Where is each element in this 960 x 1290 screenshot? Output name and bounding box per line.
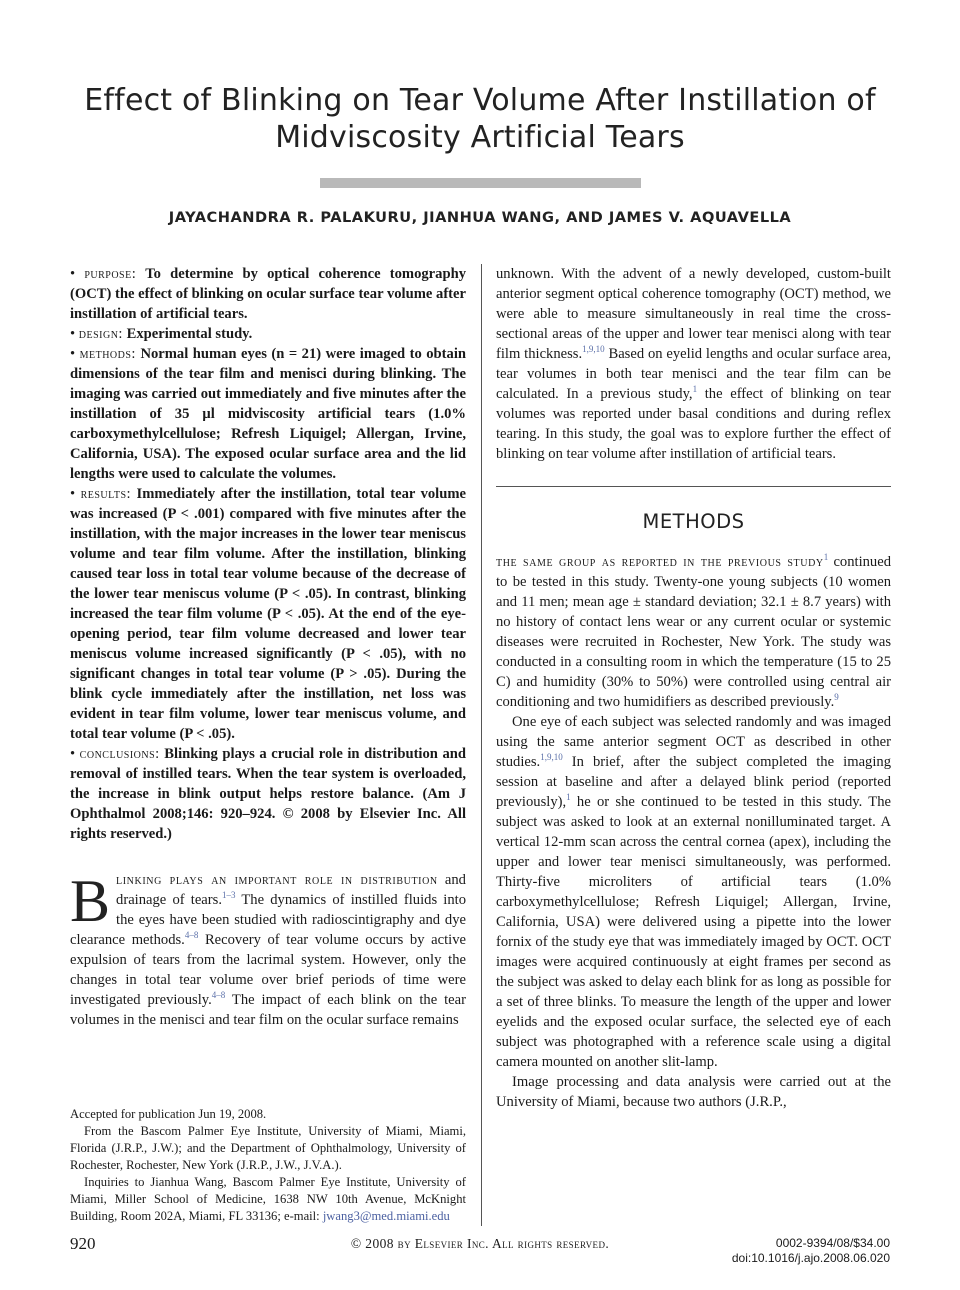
article-notes: [70, 1106, 466, 1225]
intro-paragraph: [70, 870, 466, 1030]
page-number: 920: [70, 1234, 96, 1253]
methods-text: he or she continued to be tested in this study. The subject was asked to look at an external nonilluminated target. A vertical 12-mm scan across the central cornea (apex), including the upper and lower tear menisci simultaneously, was performed. Thirty-five microliters of artificial tears (1.0% carboxymethylcellulose; Refresh Liquigel; Allergan, Irvine, California, USA) were delivered using a pipette into the lower fornix of the study eye that was immediately imaged by OCT. OCT images were acquired continuously at eight frames per second as the subject was asked to delay each blink for as long as possible for a set of three blinks. To measure the length of the upper and lower eyelids and the exposed ocular surface, the selected eye of each subject was photographed with a reference scale using a digital camera mounted on another slit-lamp.: [496, 794, 891, 1070]
article-title: Effect of Blinking on Tear Volume After Instillation of Midviscosity Artificial Tears: [84, 83, 876, 155]
methods-heading: METHODS: [642, 510, 745, 533]
inquiries-note: [70, 1174, 466, 1225]
drop-cap: B: [70, 868, 111, 934]
right-column: [496, 264, 891, 1112]
intro-text: Recovery of tear volume occurs by active expulsion of tears from the lacrimal system. However, only the changes in total tear volume over brief periods of time were investigated previously.: [70, 932, 466, 1008]
conclusions-text: Blinking plays a crucial role in distribution and removal of instilled tears. When the tear system is overloaded, the increase in blink output helps restore balance. (Am J Ophthalmol 2008;146: 920–924. © 2008 by Elsevier Inc. All rights reserved.): [70, 746, 466, 842]
issn-price: 0002-9394/08/$34.00: [775, 1236, 890, 1250]
copyright-notice: © 2008 by Elsevier Inc. All rights reserved.: [350, 1236, 610, 1251]
abstract-conclusions: [70, 744, 466, 844]
introduction: [70, 870, 466, 1030]
inquiries-text: Inquiries to Jianhua Wang, Bascom Palmer Eye Institute, University of Miami, Miller School of Medicine, 1638 NW 10th Avenue, McKnight Building, Room 202A, Miami, FL 33136; e-mail:: [70, 1175, 466, 1223]
title-divider-bar: [320, 178, 641, 188]
citation-link[interactable]: 4–8: [211, 990, 226, 1000]
citation-link[interactable]: 1,9,10: [540, 752, 563, 762]
methods-text: Normal human eyes (n = 21) were imaged to obtain dimensions of the tear film and menisci during blinking. The imaging was carried out immediately and five minutes after the instillation of 35 μl midviscosity artificial tears (1.0% carboxymethylcellulose; Refresh Liquigel; Allergan, Irvine, California, USA). The exposed ocular surface area and the lid lengths were used to calculate the volumes.: [70, 346, 466, 482]
methods-paragraph-3: [496, 1072, 891, 1112]
bullet-icon: •: [70, 266, 76, 282]
abstract-methods: [70, 344, 466, 484]
bullet-icon: •: [70, 346, 76, 362]
section-divider: [496, 486, 891, 487]
citation-link[interactable]: 4–8: [184, 930, 199, 940]
citation-link[interactable]: 1,9,10: [582, 344, 605, 354]
methods-paragraph-1: [496, 552, 891, 712]
methods-text: One eye of each subject was selected randomly and was imaged using the same anterior segment OCT as described in other studies.: [496, 714, 891, 770]
results-label: results:: [80, 486, 132, 502]
design-label: design:: [78, 326, 123, 342]
intro-text: The dynamics of instilled fluids into the eyes have been studied with radioscintigraphy and dye clearance methods.: [70, 892, 467, 948]
purpose-text: To determine by optical coherence tomography (OCT) the effect of blinking on ocular surface tear volume after instillation of artificial tears.: [70, 266, 466, 322]
methods-lead: the same group as reported in the previous study: [496, 554, 824, 570]
intro-continued: [496, 264, 891, 464]
left-column: [70, 264, 466, 1030]
purpose-label: purpose:: [84, 266, 137, 282]
citation-link[interactable]: 9: [834, 692, 839, 702]
methods-label: methods:: [79, 346, 136, 362]
citation-link[interactable]: 1: [823, 552, 829, 562]
bullet-icon: •: [70, 746, 76, 762]
citation-link[interactable]: 1: [566, 792, 571, 802]
methods-text: continued to be tested in this study. Twenty-one young subjects (10 women and 11 men; mean age ± standard deviation; 32.1 ± 8.7 years) with no history of contact lens wear or any current ocular or systemic diseases were recruited in Rochester, New York. The study was conducted in a consulting room in which the temperature (15 to 25 C) and humidity (30% to 50%) were controlled using central air conditioning and two humidifiers as described previously.: [496, 554, 891, 710]
abstract: [70, 264, 466, 844]
bullet-icon: •: [70, 326, 76, 342]
intro-text: the effect of blinking on tear volumes was reported under basal conditions and during reflex tearing. In this study, the goal was to explore further the effect of blinking on tear volume after instillation of artificial tears.: [496, 386, 891, 462]
methods-text: In brief, after the subject completed the imaging session at baseline and after a delayed blink period (reported previously),: [496, 754, 891, 810]
column-divider: [481, 264, 482, 1226]
intro-text: and drainage of tears.: [116, 872, 466, 908]
citation-link[interactable]: 1–3: [221, 890, 236, 900]
author-list: JAYACHANDRA R. PALAKURU, JIANHUA WANG, AND JAMES V. AQUAVELLA: [168, 209, 792, 226]
email-link[interactable]: jwang3@med.miami.edu: [322, 1209, 450, 1223]
affiliation-note: From the Bascom Palmer Eye Institute, University of Miami, Miami, Florida (J.R.P., J.W.); and the Department of Ophthalmology, University of Rochester, Rochester, New York (J.R.P., J.W., J.V.A.).: [70, 1124, 466, 1172]
intro-text: unknown. With the advent of a newly developed, custom-built anterior segment optical coherence tomography (OCT) method, we were able to measure simultaneously in real time the cross-sectional areas of the upper and lower tear menisci along with tear film thickness.: [496, 266, 891, 362]
abstract-results: [70, 484, 466, 744]
accepted-note: Accepted for publication Jun 19, 2008.: [70, 1107, 267, 1121]
bullet-icon: •: [70, 486, 76, 502]
abstract-purpose: [70, 264, 466, 324]
doi-link[interactable]: doi:10.1016/j.ajo.2008.06.020: [731, 1251, 890, 1265]
intro-text: Based on eyelid lengths and ocular surface area, tear volumes in both tear menisci and the tear film can be calculated. In a previous study,: [496, 346, 891, 402]
citation-link[interactable]: 1: [692, 384, 698, 394]
intro-text: The impact of each blink on the tear volumes in the menisci and tear film on the ocular surface remains: [70, 992, 466, 1028]
article-identifiers: [732, 1236, 890, 1266]
methods-paragraph-2: [496, 712, 891, 1072]
design-text: Experimental study.: [123, 326, 253, 342]
methods-text: Image processing and data analysis were carried out at the University of Miami, because two authors (J.R.P.,: [496, 1074, 891, 1110]
results-text: Immediately after the instillation, total tear volume was increased (P < .001) compared with five minutes after the instillation, with the major increases in the lower tear meniscus volume and tear film volume. After the instillation, blinking caused tear loss in total tear volume because of the decrease of the lower tear meniscus volume (P < .05). In contrast, blinking increased the tear film volume (P < .05). At the end of the eye-opening period, tear film volume decreased and lower tear meniscus volume increased significantly (P < .05), with no significant changes in total tear volume (P > .05). During the blink cycle immediately after the instillation, net loss was evident in tear film volume, lower tear meniscus volume, and total tear volume (P < .05).: [70, 486, 466, 742]
abstract-design: [70, 324, 466, 344]
intro-lead: linking plays an important role in distribution: [116, 872, 438, 888]
conclusions-label: conclusions:: [79, 746, 160, 762]
